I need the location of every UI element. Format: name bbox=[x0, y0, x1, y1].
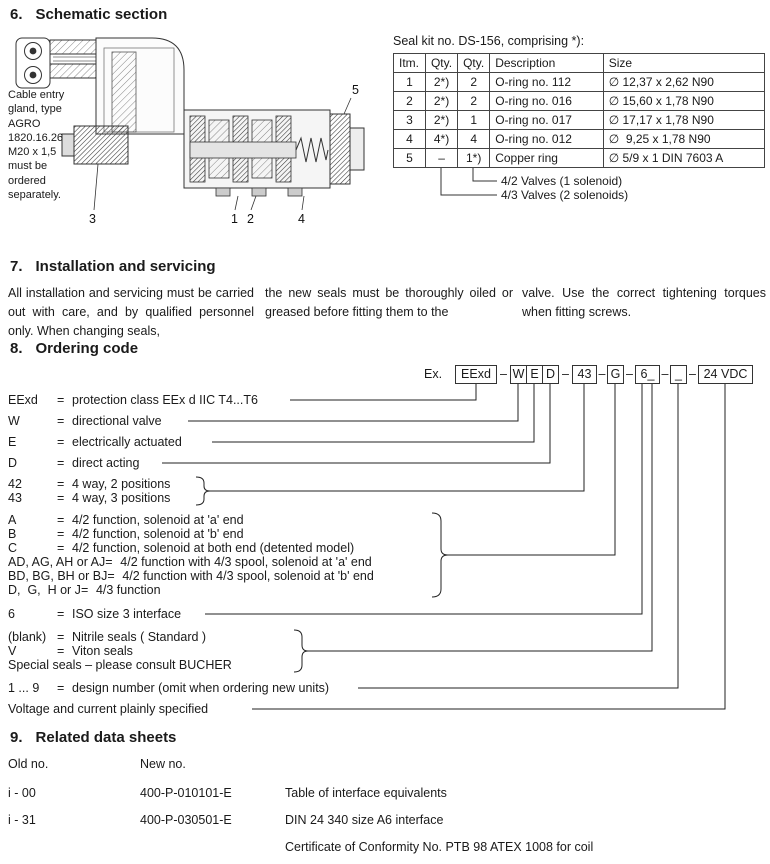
seal-kit-header-row bbox=[394, 54, 765, 73]
code-box-43: 43 bbox=[572, 365, 597, 384]
code-box-e: E bbox=[526, 365, 543, 384]
related-col-new: New no. bbox=[140, 757, 186, 771]
section-7-heading bbox=[10, 258, 216, 275]
col-size: Size bbox=[603, 54, 764, 73]
callout-3: 3 bbox=[89, 212, 96, 226]
cell: 4 bbox=[394, 130, 426, 149]
callout-1: 1 bbox=[231, 212, 238, 226]
ordering-line-v bbox=[8, 644, 133, 658]
dash: – bbox=[562, 367, 569, 381]
code-label: E bbox=[8, 435, 17, 449]
seal-kit-row bbox=[394, 73, 765, 92]
cell: O-ring no. 012 bbox=[490, 130, 603, 149]
ordering-line-w bbox=[8, 414, 162, 428]
ordering-line-ad bbox=[8, 555, 372, 569]
section-6-title: Schematic section bbox=[35, 6, 168, 23]
cell: 2 bbox=[394, 92, 426, 111]
col-qty1: Qty. bbox=[425, 54, 457, 73]
code-description: direct acting bbox=[72, 456, 140, 470]
code-description: 4 way, 3 positions bbox=[72, 491, 171, 505]
dash: – bbox=[626, 367, 633, 381]
code-box-w: W bbox=[510, 365, 527, 384]
equals-sign: = bbox=[57, 630, 65, 644]
cell: ∅ 17,17 x 1,78 N90 bbox=[603, 111, 764, 130]
equals-sign: = bbox=[57, 414, 65, 428]
brace-42-43 bbox=[196, 477, 210, 505]
ordering-line-43 bbox=[8, 491, 170, 505]
code-description: Viton seals bbox=[72, 644, 133, 658]
code-box-d: D bbox=[542, 365, 559, 384]
code-label: (blank) bbox=[8, 630, 47, 644]
ordering-line-design-number bbox=[8, 681, 329, 695]
equals-sign: = bbox=[57, 513, 65, 527]
equals-sign bbox=[232, 658, 247, 672]
col-qty2: Qty. bbox=[458, 54, 490, 73]
dash: – bbox=[598, 367, 606, 381]
related-new-no: 400-P-030501-E bbox=[140, 813, 232, 827]
equals-sign: = bbox=[105, 555, 113, 569]
ordering-line-special-seals bbox=[8, 658, 247, 672]
cell: 4 bbox=[458, 130, 490, 149]
code-description: 4/2 function, solenoid at both end (detented model) bbox=[72, 541, 355, 555]
equals-sign: = bbox=[57, 541, 65, 555]
ordering-line-b bbox=[8, 527, 244, 541]
code-label: D bbox=[8, 456, 18, 470]
cell: 2*) bbox=[425, 73, 457, 92]
seal-kit-title: Seal kit no. DS-156, comprising *): bbox=[393, 34, 585, 48]
code-description: electrically actuated bbox=[72, 435, 182, 449]
code-label: C bbox=[8, 541, 18, 555]
cell: ∅ 12,37 x 2,62 N90 bbox=[603, 73, 764, 92]
seal-kit-block bbox=[393, 34, 765, 210]
section-9-number: 9. bbox=[10, 729, 23, 746]
code-label: EExd bbox=[8, 393, 38, 407]
code-label: 1 ... 9 bbox=[8, 681, 40, 695]
related-col-old: Old no. bbox=[8, 757, 49, 771]
equals-sign: = bbox=[107, 569, 115, 583]
code-label: B bbox=[8, 527, 17, 541]
cell: Copper ring bbox=[490, 149, 603, 168]
equals-sign: = bbox=[57, 435, 65, 449]
code-label: 43 bbox=[8, 491, 22, 505]
ordering-line-dghj bbox=[8, 583, 161, 597]
ordering-line-d bbox=[8, 456, 139, 470]
related-old-no: i - 31 bbox=[8, 813, 36, 827]
section-8-heading bbox=[10, 340, 138, 357]
ordering-line-42 bbox=[8, 477, 170, 491]
related-desc: Table of interface equivalents bbox=[285, 786, 447, 800]
code-label: W bbox=[8, 414, 20, 428]
cell: 1 bbox=[394, 73, 426, 92]
equals-sign: = bbox=[57, 393, 65, 407]
cell: ∅ 5/9 x 1 DIN 7603 A bbox=[603, 149, 764, 168]
code-label: BD, BG, BH or BJ bbox=[8, 569, 108, 583]
equals-sign: = bbox=[57, 644, 65, 658]
dash: – bbox=[689, 367, 696, 381]
section-7-title: Installation and servicing bbox=[35, 258, 216, 275]
ordering-line-blank bbox=[8, 630, 206, 644]
related-desc: Certificate of Conformity No. PTB 98 ATEX 1008 for coil bbox=[285, 840, 594, 854]
ordering-line-e bbox=[8, 435, 182, 449]
dash: – bbox=[500, 367, 507, 381]
code-box-6: 6_ bbox=[635, 365, 660, 384]
installation-col-2: the new seals must be thoroughly oiled or greased before fitting them to the bbox=[265, 286, 513, 319]
installation-col-1: All installation and servicing must be carried out with care, and by qualified personnel only. When changing seals, bbox=[8, 286, 254, 338]
callout-5: 5 bbox=[352, 83, 359, 97]
ordering-line-6 bbox=[8, 607, 181, 621]
cell: 2*) bbox=[425, 92, 457, 111]
cell: O-ring no. 017 bbox=[490, 111, 603, 130]
equals-sign: = bbox=[57, 527, 65, 541]
cell: – bbox=[425, 149, 457, 168]
flange-and-cable-entry bbox=[16, 38, 104, 88]
cell: 1 bbox=[458, 111, 490, 130]
cell: 2 bbox=[458, 73, 490, 92]
cell: 4*) bbox=[425, 130, 457, 149]
section-9-title: Related data sheets bbox=[35, 729, 177, 746]
ordering-line-c bbox=[8, 541, 354, 555]
related-old-no: i - 00 bbox=[8, 786, 36, 800]
footnote-42-valves: 4/2 Valves (1 solenoid) bbox=[501, 174, 623, 188]
dash: – bbox=[661, 367, 669, 381]
code-label: Special seals – please consult BUCHER bbox=[8, 658, 232, 672]
brace-seals bbox=[294, 630, 308, 672]
cell: ∅ 15,60 x 1,78 N90 bbox=[603, 92, 764, 111]
code-description: directional valve bbox=[72, 414, 162, 428]
code-description: 4 way, 2 positions bbox=[72, 477, 171, 491]
installation-col-3: valve. Use the correct tightening torques when fitting screws. bbox=[522, 286, 766, 319]
code-label: V bbox=[8, 644, 17, 658]
col-itm: Itm. bbox=[394, 54, 426, 73]
seal-kit-row bbox=[394, 111, 765, 130]
footnote-43-valves: 4/3 Valves (2 solenoids) bbox=[501, 188, 629, 202]
equals-sign: = bbox=[57, 681, 65, 695]
code-label: 6 bbox=[8, 607, 15, 621]
code-description: design number (omit when ordering new units) bbox=[72, 681, 330, 695]
section-9-heading bbox=[10, 729, 176, 746]
ordering-line-bd bbox=[8, 569, 374, 583]
code-box-g: G bbox=[607, 365, 624, 384]
brace-function-letters bbox=[432, 513, 448, 597]
equals-sign: = bbox=[57, 456, 65, 470]
seal-kit-row bbox=[394, 92, 765, 111]
section-6-heading bbox=[10, 6, 167, 23]
col-description: Description bbox=[490, 54, 603, 73]
callout-4: 4 bbox=[298, 212, 305, 226]
code-description: 4/2 function with 4/3 spool, solenoid at 'b' end bbox=[122, 569, 374, 583]
cell: 2 bbox=[458, 92, 490, 111]
valve-body bbox=[184, 110, 364, 196]
equals-sign bbox=[208, 702, 223, 716]
code-description: 4/2 function, solenoid at 'b' end bbox=[72, 527, 244, 541]
section-6-number: 6. bbox=[10, 6, 23, 23]
code-label: AD, AG, AH or AJ bbox=[8, 555, 106, 569]
equals-sign: = bbox=[57, 607, 65, 621]
cell: O-ring no. 112 bbox=[490, 73, 603, 92]
code-description: 4/2 function with 4/3 spool, solenoid at 'a' end bbox=[120, 555, 372, 569]
ordering-line-eexd bbox=[8, 393, 258, 407]
cable-gland-note: Cable entry gland, type AGRO 1820.16.26 M20 x 1,5 must be ordered separately. bbox=[8, 89, 65, 202]
code-label: D, G, H or J bbox=[8, 583, 81, 597]
equals-sign: = bbox=[57, 477, 65, 491]
code-description: protection class EEx d IIC T4...T6 bbox=[72, 393, 258, 407]
cell: 5 bbox=[394, 149, 426, 168]
cell: 3 bbox=[394, 111, 426, 130]
code-description: ISO size 3 interface bbox=[72, 607, 182, 621]
ordering-line-a bbox=[8, 513, 244, 527]
code-box-design: _ bbox=[670, 365, 687, 384]
equals-sign: = bbox=[80, 583, 89, 597]
section-8-title: Ordering code bbox=[35, 340, 139, 357]
code-box-eexd: EExd bbox=[455, 365, 497, 384]
cell: O-ring no. 016 bbox=[490, 92, 603, 111]
section-7-number: 7. bbox=[10, 258, 23, 275]
code-description: 4/3 function bbox=[95, 583, 161, 597]
callout-2: 2 bbox=[247, 212, 254, 226]
cable-gland bbox=[62, 126, 128, 164]
ordering-code-diagram bbox=[0, 360, 770, 724]
code-description: Nitrile seals ( Standard ) bbox=[72, 630, 207, 644]
code-label: Voltage and current plainly specified bbox=[8, 702, 209, 716]
example-label: Ex. bbox=[424, 367, 443, 381]
code-description: 4/2 function, solenoid at 'a' end bbox=[72, 513, 244, 527]
seal-kit-row bbox=[394, 130, 765, 149]
related-desc: DIN 24 340 size A6 interface bbox=[285, 813, 444, 827]
code-label: A bbox=[8, 513, 17, 527]
ordering-line-voltage bbox=[8, 702, 223, 716]
solenoid-coil-housing bbox=[96, 38, 184, 134]
cell: 1*) bbox=[458, 149, 490, 168]
equals-sign: = bbox=[57, 491, 65, 505]
cell: ∅ 9,25 x 1,78 N90 bbox=[603, 130, 764, 149]
section-8-number: 8. bbox=[10, 340, 23, 357]
seal-kit-footnotes bbox=[393, 168, 765, 210]
cell: 2*) bbox=[425, 111, 457, 130]
code-label: 42 bbox=[8, 477, 22, 491]
seal-kit-row bbox=[394, 149, 765, 168]
seal-kit-table bbox=[393, 53, 765, 168]
related-new-no: 400-P-010101-E bbox=[140, 786, 232, 800]
code-box-voltage: 24 VDC bbox=[698, 365, 753, 384]
